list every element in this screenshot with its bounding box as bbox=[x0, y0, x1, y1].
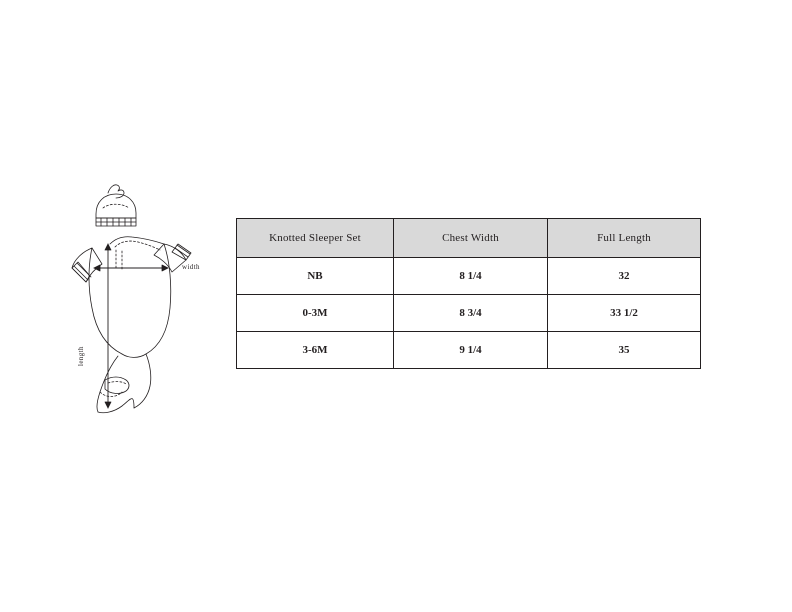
size-chart-table bbox=[236, 218, 701, 369]
header-cell-chest-width: Chest Width bbox=[394, 219, 548, 258]
cell-size: NB bbox=[237, 258, 394, 295]
header-cell-product: Knotted Sleeper Set bbox=[237, 219, 394, 258]
table-header-row bbox=[237, 219, 701, 258]
header-cell-full-length: Full Length bbox=[548, 219, 701, 258]
cell-full-length: 33 1/2 bbox=[548, 295, 701, 332]
length-label: length bbox=[77, 346, 85, 366]
cell-chest-width: 8 3/4 bbox=[394, 295, 548, 332]
length-measure-arrow bbox=[105, 244, 111, 408]
table-row bbox=[237, 295, 701, 332]
cell-size: 3-6M bbox=[237, 332, 394, 369]
knotted-sleeper-gown bbox=[72, 237, 191, 413]
width-measure-arrow bbox=[94, 265, 168, 271]
cell-full-length: 32 bbox=[548, 258, 701, 295]
width-label: width bbox=[182, 263, 200, 271]
knotted-hat bbox=[96, 185, 136, 226]
table-row bbox=[237, 332, 701, 369]
cell-size: 0-3M bbox=[237, 295, 394, 332]
table-row bbox=[237, 258, 701, 295]
cell-chest-width: 9 1/4 bbox=[394, 332, 548, 369]
cell-full-length: 35 bbox=[548, 332, 701, 369]
product-illustration bbox=[60, 140, 230, 415]
cell-chest-width: 8 1/4 bbox=[394, 258, 548, 295]
